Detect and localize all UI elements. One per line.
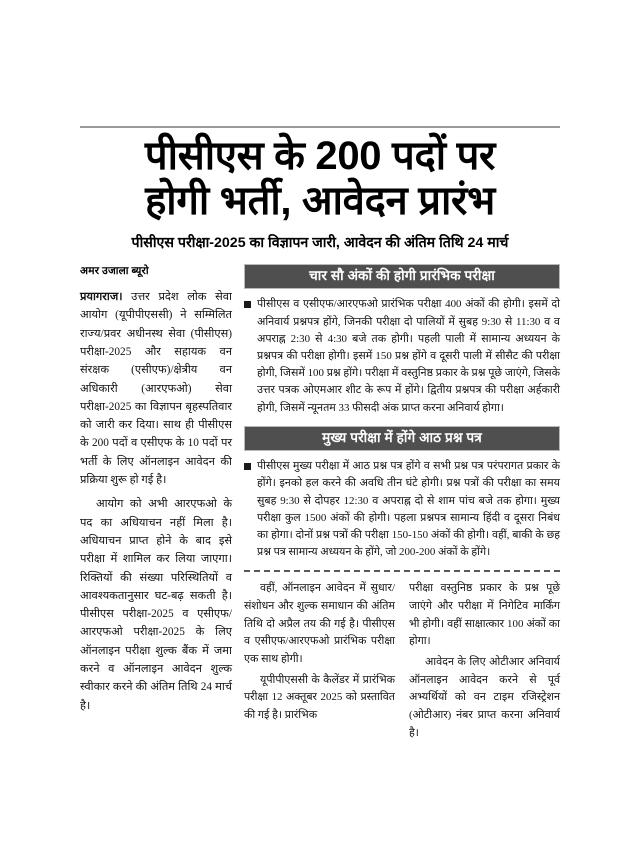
page-title <box>80 134 560 224</box>
section-bullet-prelims-text: पीसीएस व एसीएफ/आरएफओ प्रारंभिक परीक्षा 400 अंकों की होगी। इसमें दो अनिवार्य प्रश्नपत्र होंगे, जिनकी परीक्षा दो पालियों में सुबह 9:30 से 11:30 व व अपराह्न 2:30 से 4:30 बजे तक होगी। पहली पाली में सामान्य अध्ययन के प्रश्नपत्र की परीक्षा होगी। इसमें 150 प्रश्न होंगे व दूसरी पाली में सीसैट की परीक्षा होगी, जिसमें 100 प्रश्न होंगे। परीक्षा में वस्तुनिष्ठ प्रकार के प्रश्न पूछे जाएंगे, जिसके उत्तर पत्रक ओएमआर शीट के रूप में होंगे। द्वितीय प्रश्नपत्र की परीक्षा अर्हकारी होगी, जिसमें न्यूनतम 33 फीसदी अंक प्राप्त करना अनिवार्य होगा। <box>257 298 560 414</box>
subheadline: पीसीएस परीक्षा-2025 का विज्ञापन जारी, आवेदन की अंतिम तिथि 24 मार्च <box>131 234 509 251</box>
footer-columns <box>244 580 560 745</box>
square-bullet-icon <box>244 463 251 470</box>
lead-paragraph-1 <box>80 288 232 489</box>
headline-line-2: होगी भर्ती, आवेदन प्रारंभ <box>145 178 495 223</box>
section-bullet-mains <box>244 458 560 561</box>
section-header-prelims: चार सौ अंकों की होगी प्रारंभिक परीक्षा <box>244 264 560 289</box>
square-bullet-icon <box>244 301 251 308</box>
article-body <box>80 264 560 745</box>
section-bullet-mains-text: पीसीएस मुख्य परीक्षा में आठ प्रश्न पत्र होंगे व सभी प्रश्न पत्र परंपरागत प्रकार के होंगे। इनको हल करने की अवधि तीन घंटे होगी। प्रश्न पत्रों की परीक्षा का समय सुबह 9:30 से दोपहर 12:30 व अपराह्न दो से शाम पांच बजे तक होगा। मुख्य परीक्षा कुल 1500 अंकों की होगी। पहला प्रश्नपत्र सामान्य हिंदी व दूसरा निबंध का होगा। दोनों प्रश्न पत्रों की परीक्षा 150-150 अंकों की होगी। वहीं, बाकी के छह प्रश्न पत्र सामान्य अध्ययन के होंगे, जो 200-200 अंकों के होंगे। <box>257 460 560 559</box>
right-column <box>244 264 560 745</box>
footer-column-1-paragraph-2: यूपीपीएससी के कैलेंडर में प्रारंभिक परीक्षा 12 अक्तूबर 2025 को प्रस्तावित की गई है। प्रारंभिक <box>244 673 395 722</box>
headline-line-1: पीसीएस के 200 पदों पर <box>144 134 496 178</box>
top-divider-rule <box>80 126 560 128</box>
left-column <box>80 264 232 721</box>
footer-column-1 <box>244 580 395 745</box>
section-bullet-prelims <box>244 296 560 417</box>
footer-column-2-paragraph-1: परीक्षा वस्तुनिष्ठ प्रकार के प्रश्न पूछे जाएंगे और परीक्षा में निगेटिव मार्किंग भी होगी। वहीं साक्षात्कार 100 अंकों का होगा। <box>409 582 560 648</box>
byline: अमर उजाला ब्यूरो <box>80 266 149 278</box>
section-header-mains: मुख्य परीक्षा में होंगे आठ प्रश्न पत्र <box>244 426 560 451</box>
footer-column-2-paragraph-2: आवेदन के लिए ओटीआर अनिवार्य ऑनलाइन आवेदन करने से पूर्व अभ्यर्थियों को वन टाइम रजिस्ट्रेशन (ओटीआर) नंबर प्राप्त करना अनिवार्य है। <box>409 656 560 739</box>
footer-column-2 <box>409 580 560 745</box>
footer-column-1-paragraph-1: वहीं, ऑनलाइन आवेदन में सुधार/संशोधन और शुल्क समाधान की अंतिम तिथि दो अप्रैल तय की गई है। पीसीएस व एसीएफ/आरएफओ प्रारंभिक परीक्षा एक साथ होगी। <box>244 582 395 666</box>
lead-paragraph-2: आयोग को अभी आरएफओ के पद का अधियाचन नहीं मिला है। अधियाचन प्राप्त होने के बाद इसे परीक्षा में शामिल कर लिया जाएगा। रिक्तियों की संख्या परिस्थितियों व आवश्यकतानुसार घट-बढ़ सकती है। पीसीएस परीक्षा-2025 व एसीएफ/आरएफओ परीक्षा-2025 के लिए ऑनलाइन परीक्षा शुल्क बैंक में जमा करने व ऑनलाइन आवेदन शुल्क स्वीकार करने की अंतिम तिथि 24 मार्च है। <box>80 498 232 712</box>
dateline: प्रयागराज। <box>80 291 123 304</box>
article-clipping <box>80 126 560 745</box>
lead-paragraph-1-text: उत्तर प्रदेश लोक सेवा आयोग (यूपीपीएससी) ने सम्मिलित राज्य/प्रवर अधीनस्थ सेवा (पीसीएस) परीक्षा-2025 और सहायक वन संरक्षक (एसीएफ)/क्षेत्रीय वन अधिकारी (आरएफओ) सेवा परीक्षा-2025 का विज्ञापन बृहस्पतिवार को जारी कर दिया। साथ ही पीसीएस के 200 पदों व एसीएफ के 10 पदों पर भर्ती के लिए ऑनलाइन आवेदन की प्रक्रिया शुरू हो गई है। <box>80 291 232 487</box>
dashed-divider-rule <box>244 570 560 572</box>
